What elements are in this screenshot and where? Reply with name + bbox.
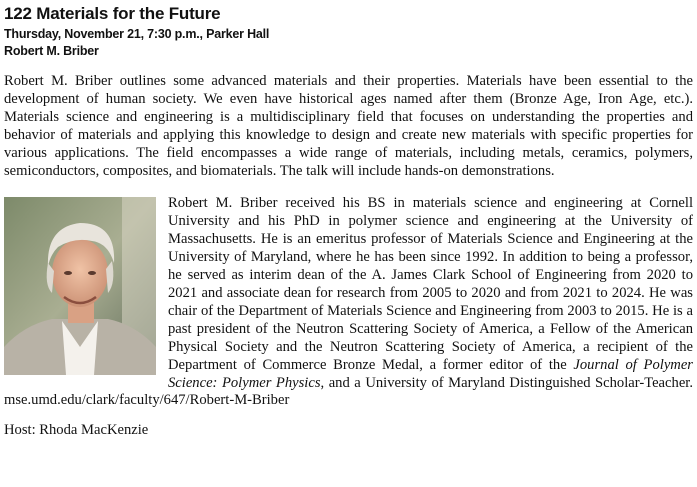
bio-text: Robert M. Briber received his BS in materials science and engineering at Cornell University and his PhD in polymer science and engineering at the University of Massachusetts. He is an emeritus professor of Materials Science and Engineering at the University of Maryland, where he has been since 1992. In addition to being a professor, he served as interim dean of the A. James Clark School of Engineering from 2020 to 2021 and associate dean for research from 2005 to 2020 and from 2021 to 2024. He was chair of the Department of Materials Science and Engineering from 2003 to 2015. He is a past president of the Neutron Scattering Society of America, a Fellow of the American Physical Society and the Neutron Scattering Society of America, a recipient of the Department of Commerce Bronze Medal, a former editor of the [168, 195, 693, 373]
event-listing [4, 2, 693, 440]
speaker-photo [4, 197, 156, 375]
event-datetime-location: Thursday, November 21, 7:30 p.m., Parker Hall [4, 27, 270, 41]
journal-title: Journal of Polymer Science: Polymer Physics [168, 356, 693, 391]
event-description: Robert M. Briber outlines some advanced materials and their properties. Materials have been essential to the development of human society. We even have historical ages named after them (Bronze Age, Iron Age, etc.). Materials science and engineering is a multidisciplinary field that focuses on understanding the properties and behavior of materials and applying this knowledge to design and create new materials with specific properties for various applications. The field encompasses a wide range of materials, including metals, ceramics, polymers, semiconductors, composites, and biomaterials. The talk will include hands-on demonstrations. [4, 73, 693, 179]
event-host: Host: Rhoda MacKenzie [4, 422, 149, 439]
event-speaker: Robert M. Briber [4, 44, 99, 58]
speaker-bio [4, 195, 693, 410]
event-title: 122 Materials for the Future [4, 4, 221, 23]
bio-text-end: , and a University of Maryland Distinguished Scholar-Teacher. mse.umd.edu/clark/faculty/647/Robert-M-Briber [4, 374, 693, 409]
